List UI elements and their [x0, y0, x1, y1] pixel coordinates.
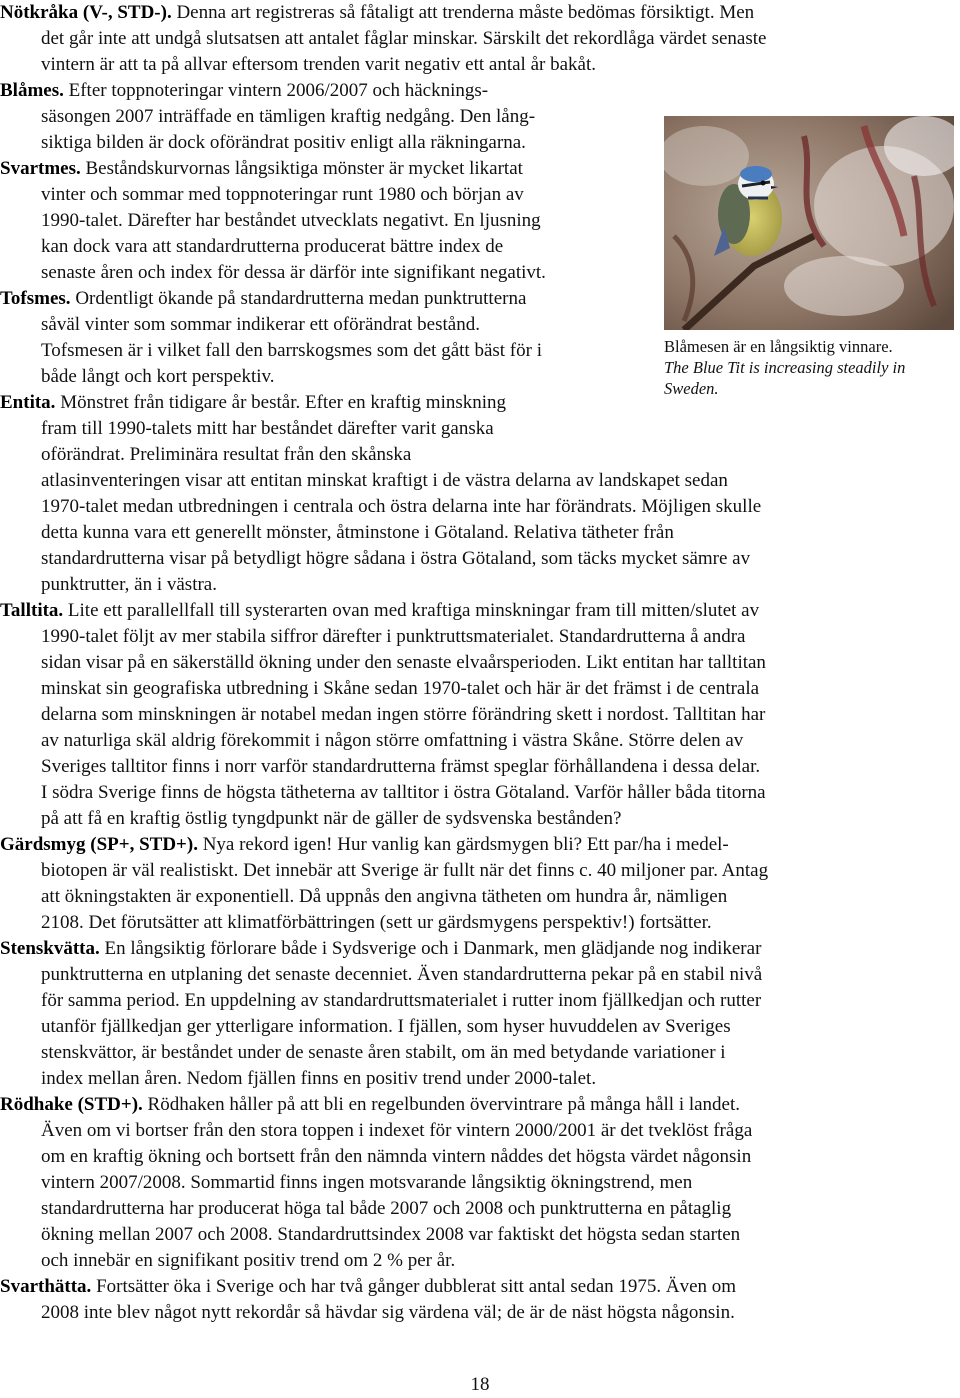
line: Även om vi bortser från den stora toppen i indexet för vintern 2000/2001 är det tveklöst fråga [41, 1120, 753, 1141]
line: Stenskvätta. En långsiktig förlorare både i Sydsverige och i Danmark, men glädjande nog indikerar [0, 938, 762, 959]
line: utanför fjällkedjan ger ytterligare information. I fjällen, som hyser huvuddelen av Sveriges [41, 1016, 731, 1037]
species-heading: Svarthätta. [0, 1276, 92, 1297]
line: Svarthätta. Fortsätter öka i Sverige och har två gånger dubblerat sitt antal sedan 1975. Även om [0, 1276, 737, 1297]
caption-swedish: Blåmesen är en långsiktig vinnare. [664, 337, 893, 356]
line: Svartmes. Beståndskurvornas långsiktiga mönster är mycket likartat [0, 158, 523, 179]
line: Talltita. Lite ett parallellfall till systerarten ovan med kraftiga minskningar fram till mitten/slutet av [0, 600, 760, 621]
line: atlasinventeringen visar att entitan minskat kraftigt i de västra delarna av landskapet sedan [41, 470, 728, 491]
line: Nötkråka (V-, STD-). Denna art registreras så fåtaligt att trenderna måste bedömas försiktigt. Men [0, 2, 755, 23]
line: 1990-talet följt av mer stabila siffror därefter i punktruttsmaterialet. Standardrutterna å andra [41, 626, 746, 647]
line: delarna som minskningen är notabel medan ingen större förändring skett i nordost. Talltitan har [41, 704, 766, 725]
species-heading: Svartmes. [0, 158, 81, 179]
line: standardrutterna har producerat höga tal både 2007 och 2008 och punktrutterna en påtaglig [41, 1198, 732, 1219]
line: siktiga bilden är dock oförändrat positiv enligt alla räkningarna. [41, 132, 526, 153]
line: minskat sin geografiska utbredning i Skåne sedan 1970-talet och här är det främst i de centrala [41, 678, 760, 699]
line: det går inte att undgå slutsatsen att antalet fåglar minskar. Särskilt det rekordlåga värdet senaste [41, 28, 767, 49]
line: vintern är att ta på allvar eftersom trenden varit negativ ett antal år bakåt. [41, 54, 596, 75]
line: om en kraftig ökning och bortsett från den nämnda vintern nåddes det högsta värdet någonsin [41, 1146, 752, 1167]
blue-tit-illustration [664, 116, 954, 330]
caption-english: The Blue Tit is increasing steadily in Sweden. [664, 358, 906, 398]
line: säsongen 2007 inträffade en tämligen kraftig nedgång. Den lång- [41, 106, 536, 127]
species-heading: Blåmes. [0, 80, 64, 101]
line: biotopen är väl realistiskt. Det innebär att Sverige är fullt när det finns c. 40 miljoner par. Antag [41, 860, 769, 881]
line: kan dock vara att standardrutterna producerat bättre index de [41, 236, 504, 257]
line: I södra Sverige finns de högsta tätheterna av talltitor i östra Götaland. Varför håller båda titorna [41, 782, 766, 803]
line: ökning mellan 2007 och 2008. Standardruttsindex 2008 var faktiskt det högsta sedan starten [41, 1224, 741, 1245]
species-heading: Talltita. [0, 600, 64, 621]
line: 2008 inte blev något nytt rekordår så hävdar sig värdena väl; de är de näst högsta någonsin. [41, 1302, 735, 1323]
line: såväl vinter som sommar indikerar ett oförändrat bestånd. [41, 314, 480, 335]
line: av naturliga skäl aldrig förekommit i någon större omfattning i västra Skåne. Större delen av [41, 730, 744, 751]
line: att ökningstakten är exponentiell. Då uppnås den angivna tätheten om hundra år, nämligen [41, 886, 728, 907]
species-heading: Gärdsmyg (SP+, STD+). [0, 834, 198, 855]
line: index mellan åren. Nedom fjällen finns en positiv trend under 2000-talet. [41, 1068, 597, 1089]
line: vinter och sommar med toppnoteringar runt 1980 och början av [41, 184, 524, 205]
blue-tit-photo [664, 116, 954, 330]
line: sidan visar på en säkerställd ökning under den senaste elvaårsperioden. Likt entitan har talltitan [41, 652, 766, 673]
line: både långt och kort perspektiv. [41, 366, 275, 387]
page-number: 18 [470, 1374, 490, 1395]
line: standardrutterna visar på betydligt högre sådana i östra Götaland, som täcks mycket sämre av [41, 548, 751, 569]
species-heading: Stenskvätta. [0, 938, 100, 959]
line: Entita. Mönstret från tidigare år består. Efter en kraftig minskning [0, 392, 507, 413]
line: oförändrat. Preliminära resultat från den skånska [41, 444, 412, 465]
line: Gärdsmyg (SP+, STD+). Nya rekord igen! Hur vanlig kan gärdsmygen bli? Ett par/ha i medel- [0, 834, 729, 855]
line: 1970-talet medan utbredningen i centrala och östra delarna inte har förändrats. Möjligen skulle [41, 496, 762, 517]
photo-caption [664, 336, 954, 399]
species-heading: Entita. [0, 392, 56, 413]
line: vintern 2007/2008. Sommartid finns ingen motsvarande långsiktig ökningstrend, men [41, 1172, 693, 1193]
line: Blåmes. Efter toppnoteringar vintern 2006/2007 och häcknings- [0, 80, 489, 101]
line: 1990-talet. Därefter har beståndet utvecklats negativt. En ljusning [41, 210, 541, 231]
line: punktrutter, än i västra. [41, 574, 217, 595]
species-heading: Rödhake (STD+). [0, 1094, 143, 1115]
line: fram till 1990-talets mitt har beståndet därefter varit ganska [41, 418, 494, 439]
line: på att få en kraftig östlig tyngdpunkt när de gäller de sydsvenska bestånden? [41, 808, 622, 829]
line: Tofsmesen är i vilket fall den barrskogsmes som det gått bäst för i [41, 340, 542, 361]
line: Rödhake (STD+). Rödhaken håller på att bli en regelbunden övervintrare på många håll i landet. [0, 1094, 741, 1115]
line: för samma period. En uppdelning av standardruttsmaterialet i rutter inom fjällkedjan och rutter [41, 990, 762, 1011]
line: detta kunna vara ett generellt mönster, åtminstone i Götaland. Relativa tätheter från [41, 522, 674, 543]
line: Sveriges talltitor finns i norr varför standardrutterna främst speglar förhållandena i dessa delar. [41, 756, 761, 777]
line: senaste åren och index för dessa är därför inte signifikant negativt. [41, 262, 546, 283]
line: och innebär en signifikant positiv trend om 2 % per år. [41, 1250, 456, 1271]
species-heading: Nötkråka (V-, STD-). [0, 2, 172, 23]
line: punktrutterna en utplaning det senaste decenniet. Även standardrutterna pekar på en stabil nivå [41, 964, 763, 985]
line: Tofsmes. Ordentligt ökande på standardrutterna medan punktrutterna [0, 288, 527, 309]
species-heading: Tofsmes. [0, 288, 71, 309]
line: stenskvättor, är beståndet under de senaste åren stabilt, om än med betydande variationer i [41, 1042, 726, 1063]
line: 2108. Det förutsätter att klimatförbättringen (sett ur gärdsmygens perspektiv!) fortsätter. [41, 912, 712, 933]
